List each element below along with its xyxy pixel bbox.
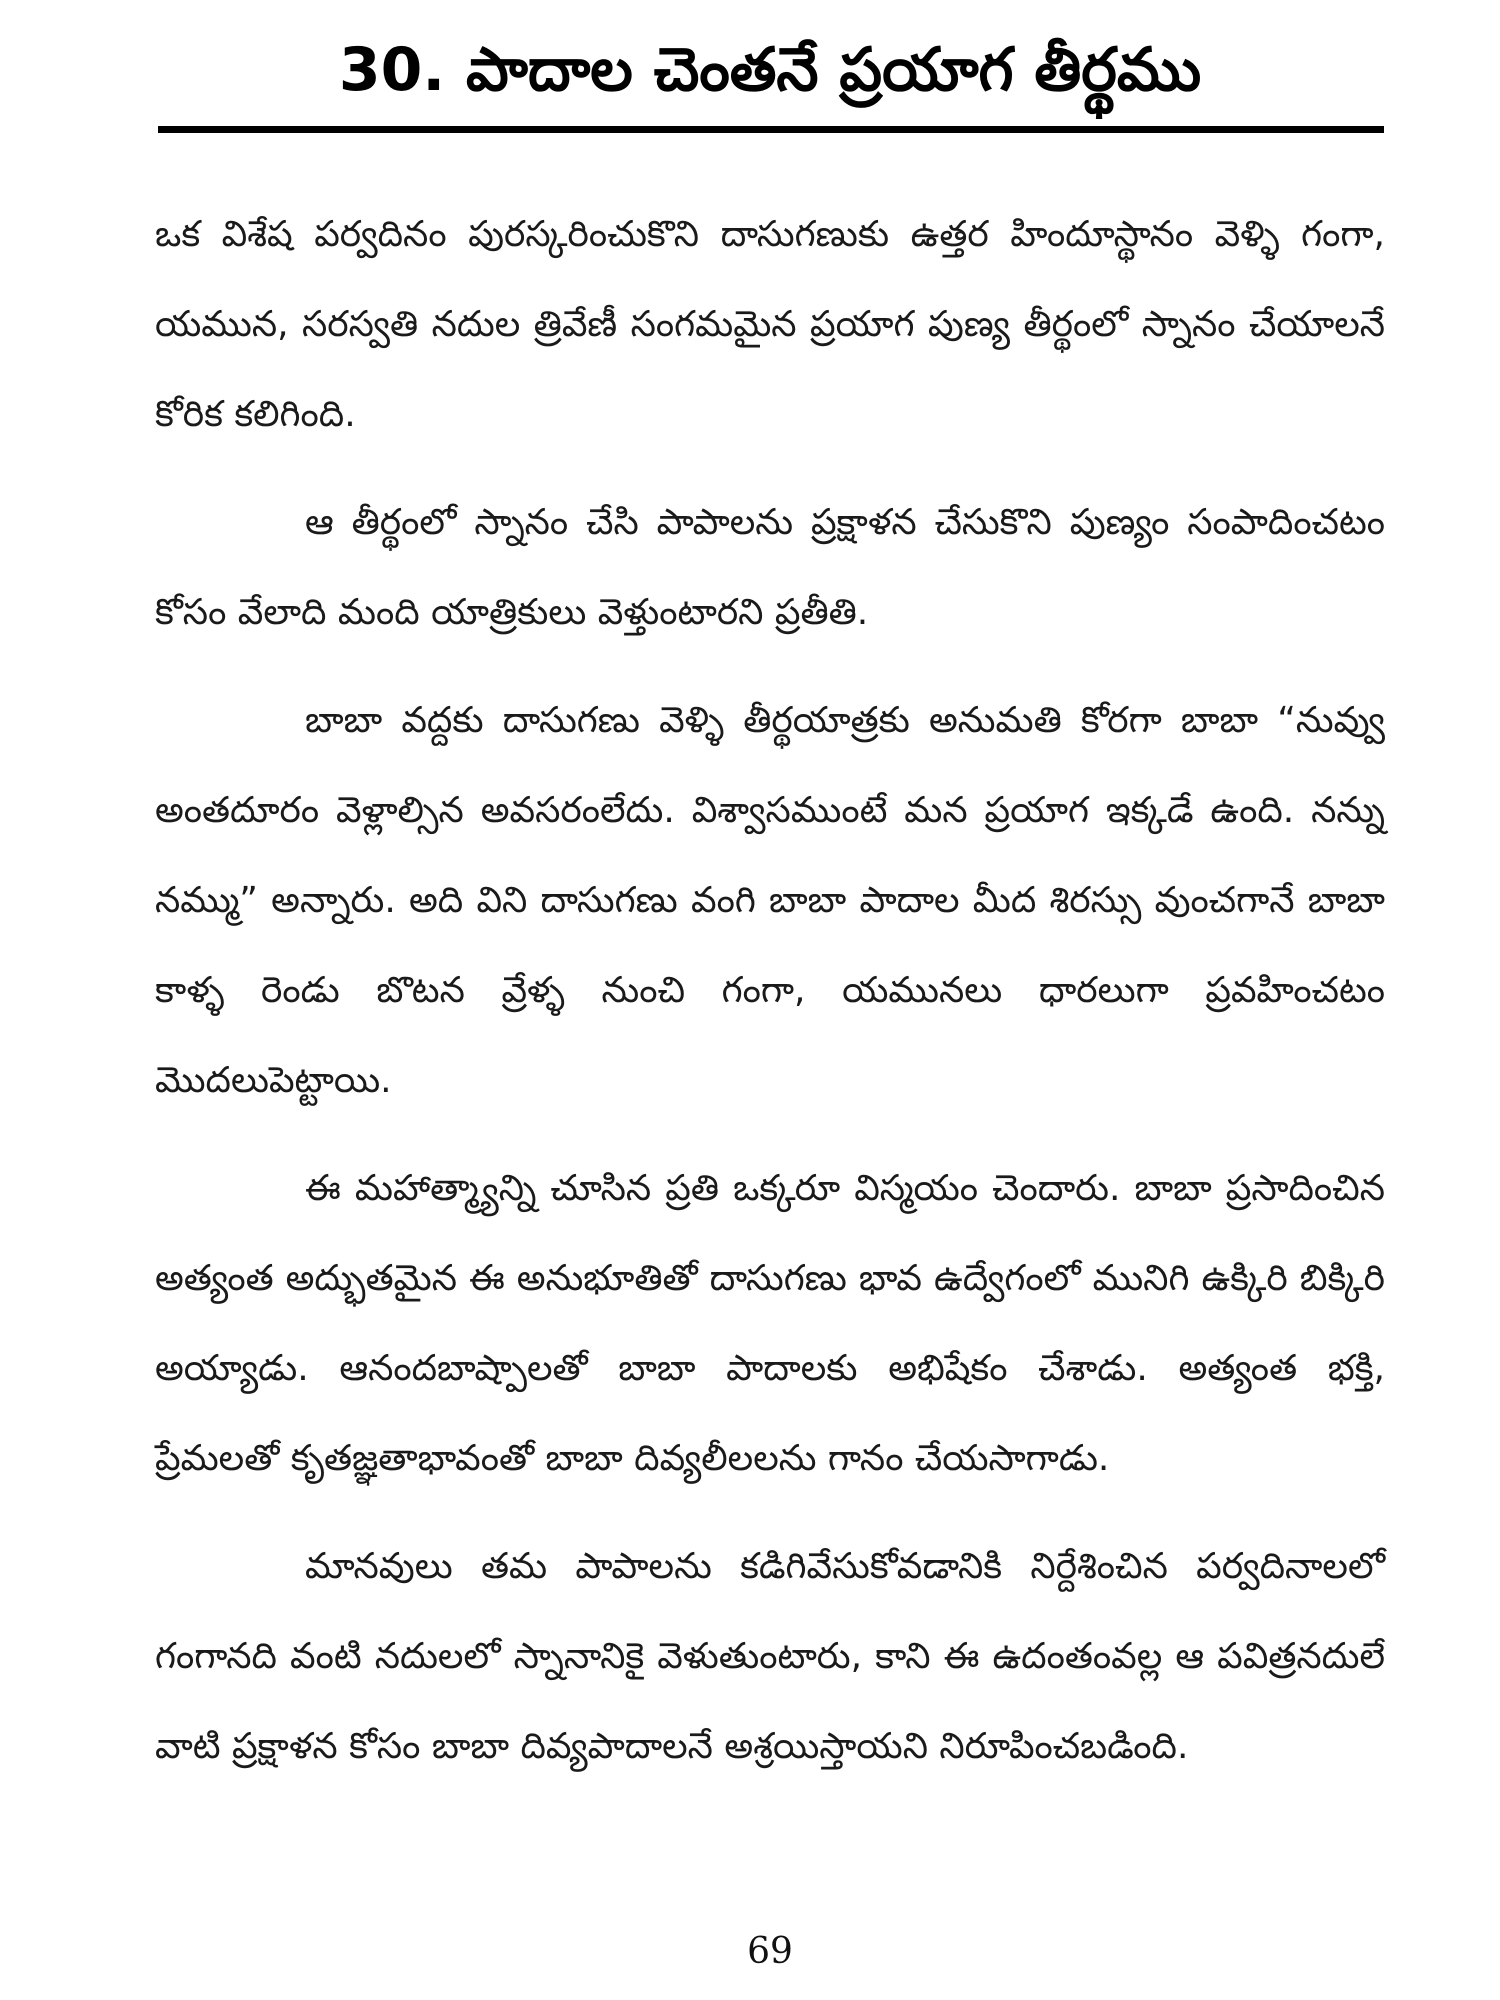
paragraph-2: ఆ తీర్థంలో స్నానం చేసి పాపాలను ప్రక్షాళన చేసుకొని పుణ్యం సంపాదించటం కోసం వేలాది మంది యాత్రికులు వెళ్తుంటారని ప్రతీతి. <box>155 502 1385 633</box>
page-number: 69 <box>747 1931 793 1972</box>
paragraph-4: ఈ మహాత్మ్యాన్ని చూసిన ప్రతి ఒక్కరూ విస్మయం చెందారు. బాబా ప్రసాదించిన అత్యంత అద్భుతమైన ఈ అనుభూతితో దాసుగణు భావ ఉద్వేగంలో మునిగి ఉక్కిరి బిక్కిరి అయ్యాడు. ఆనందబాష్పాలతో బాబా పాదాలకు అభిషేకం చేశాడు. అత్యంత భక్తి, ప్రేమలతో కృతజ్ఞతాభావంతో బాబా దివ్యలీలలను గానం చేయసాగాడు. <box>155 1168 1385 1479</box>
title-underline <box>158 126 1384 133</box>
chapter-title: 30. పాదాల చెంతనే ప్రయాగ తీర్థము <box>338 35 1202 105</box>
paragraph-5: మానవులు తమ పాపాలను కడిగివేసుకోవడానికి నిర్దేశించిన పర్వదినాలలో గంగానది వంటి నదులలో స్నానానికై వెళుతుంటారు, కాని ఈ ఉదంతంవల్ల ఆ పవిత్రనదులే వాటి ప్రక్షాళన కోసం బాబా దివ్యపాదాలనే అశ్రయిస్తాయని నిరూపించబడింది. <box>155 1546 1385 1767</box>
page-body <box>155 190 1385 1810</box>
paragraph-1: ఒక విశేష పర్వదినం పురస్కరించుకొని దాసుగణుకు ఉత్తర హిందూస్థానం వెళ్ళి గంగా, యమున, సరస్వతి నదుల త్రివేణీ సంగమమైన ప్రయాగ పుణ్య తీర్థంలో స్నానం చేయాలనే కోరిక కలిగింది. <box>155 214 1385 435</box>
paragraph-3: బాబా వద్దకు దాసుగణు వెళ్ళి తీర్థయాత్రకు అనుమతి కోరగా బాబా “నువ్వు అంతదూరం వెళ్లాల్సిన అవసరంలేదు. విశ్వాసముంటే మన ప్రయాగ ఇక్కడే ఉంది. నన్ను నమ్ము” అన్నారు. అది విని దాసుగణు వంగి బాబా పాదాల మీద శిరస్సు వుంచగానే బాబా కాళ్ళ రెండు బొటన వ్రేళ్ళ నుంచి గంగా, యమునలు ధారలుగా ప్రవహించటం మొదలుపెట్టాయి. <box>155 700 1385 1101</box>
